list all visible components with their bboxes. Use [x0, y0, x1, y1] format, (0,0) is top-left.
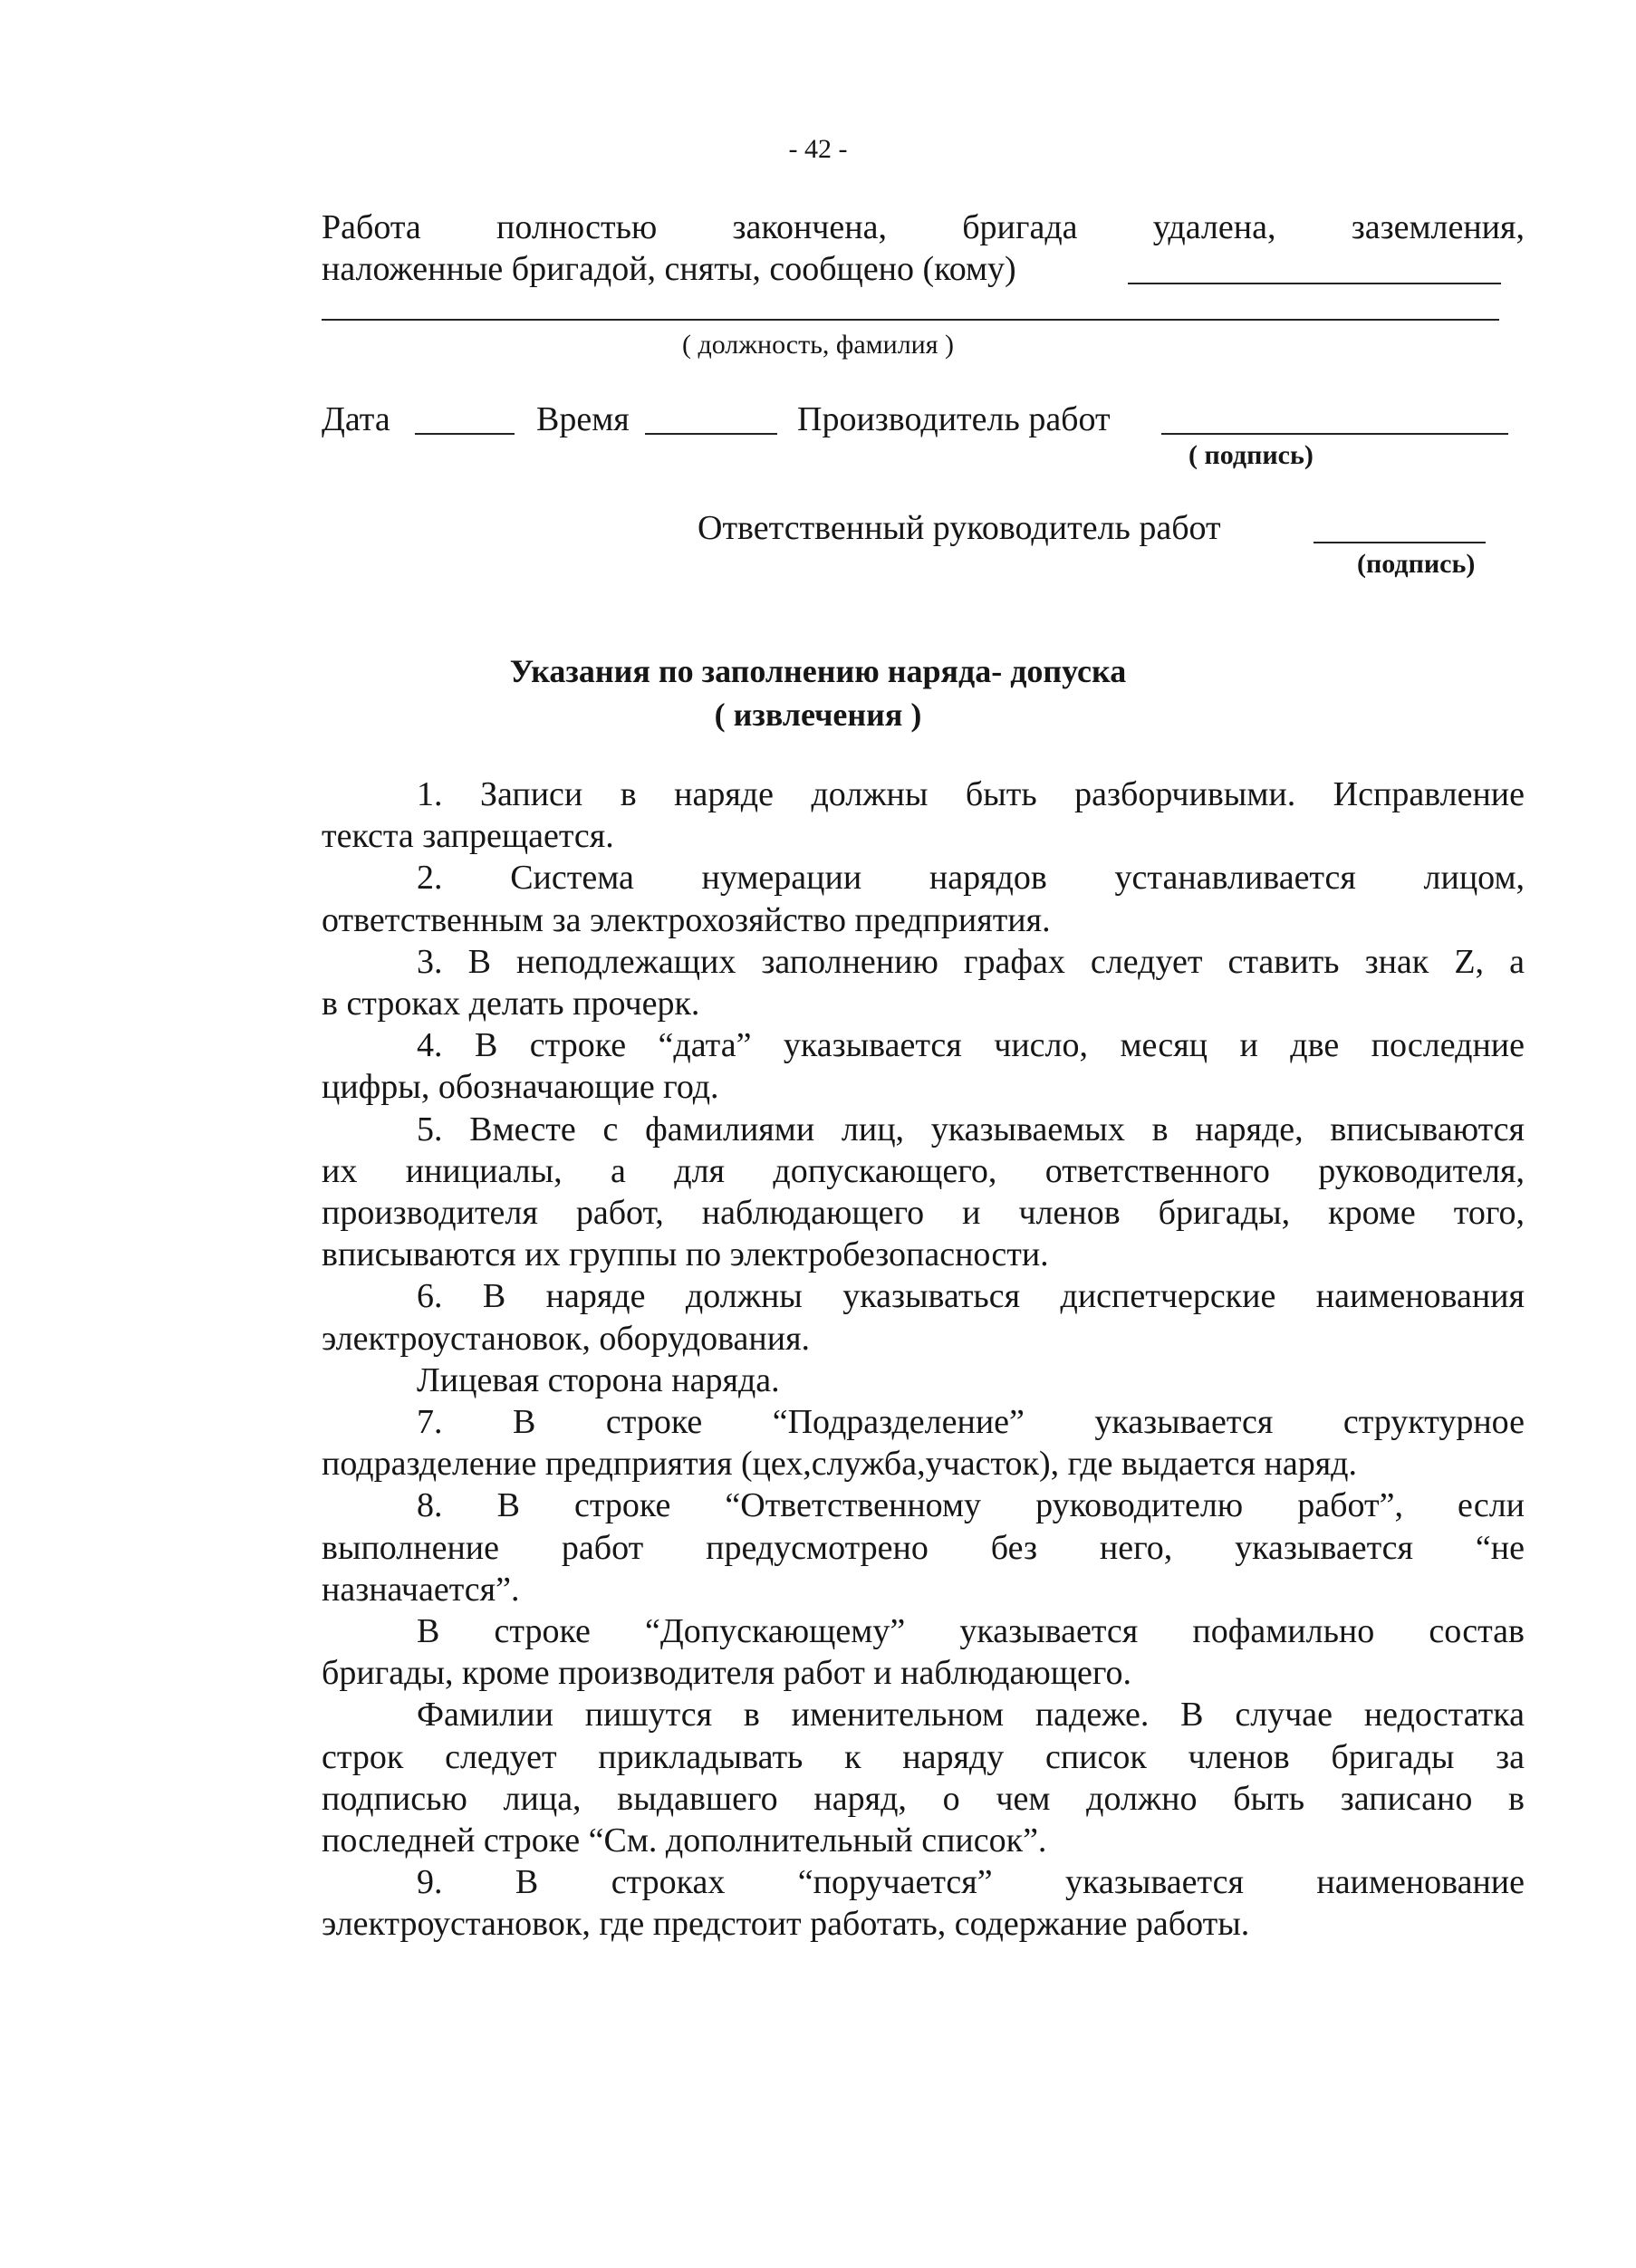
producer-label: Производитель работ [797, 400, 1111, 438]
paragraph-first-line: Лицевая сторона наряда. [417, 1360, 780, 1399]
paragraph-line: электроустановок, оборудования. [322, 1319, 811, 1358]
time-label: Время [536, 400, 630, 438]
page-number: - 42 - [788, 134, 848, 164]
completion-line-2: наложенные бригадой, сняты, сообщено (кому) [322, 250, 1016, 288]
recipient-blank-line-2 [322, 319, 1499, 321]
paragraph-line: вписываются их группы по электробезопасности. [322, 1235, 1049, 1274]
paragraph-first-line: Фамилии пишутся в именительном падеже. В случае недостатка [417, 1696, 1525, 1735]
paragraph-line: текста запрещается. [322, 817, 614, 856]
paragraph-first-line: 3. В неподлежащих заполнению графах следует ставить знак Z, а [417, 942, 1525, 981]
paragraph-line: в строках делать прочерк. [322, 985, 700, 1023]
paragraph-line: последней строке “См. дополнительный список”. [322, 1821, 1047, 1860]
completion-line-1: Работа полностью закончена, бригада удалена, заземления, [322, 208, 1525, 246]
paragraph-first-line: 2. Система нумерации нарядов устанавливается лицом, [417, 859, 1525, 898]
responsible-signature-line [1314, 542, 1486, 543]
caption-position-name: ( должность, фамилия ) [681, 330, 955, 360]
producer-signature-line [1161, 433, 1508, 435]
paragraph-first-line: 9. В строках “поручается” указывается наименование [417, 1863, 1525, 1902]
paragraph-line: электроустановок, где предстоит работать, содержание работы. [322, 1905, 1250, 1944]
time-blank-line [645, 433, 777, 435]
paragraph-line: ответственным за электрохозяйство предприятия. [322, 900, 1051, 939]
responsible-label: Ответственный руководитель работ [698, 509, 1221, 547]
paragraph-line: их инициалы, а для допускающего, ответственного руководителя, [322, 1151, 1525, 1190]
caption-signature: ( подпись) [1189, 440, 1314, 470]
recipient-blank-line [1128, 283, 1501, 284]
paragraph-line: строк следует прикладывать к наряду список членов бригады за [322, 1737, 1525, 1776]
paragraph-first-line: 8. В строке “Ответственному руководителю работ”, если [417, 1486, 1525, 1525]
section-title: Указания по заполнению наряда- допуска [509, 653, 1127, 689]
paragraph-line: производителя работ, наблюдающего и членов бригады, кроме того, [322, 1194, 1525, 1232]
date-label: Дата [322, 400, 390, 438]
caption-signature-2: (подпись) [1357, 549, 1476, 579]
paragraph-line: подписью лица, выдавшего наряд, о чем должно быть записано в [322, 1779, 1525, 1818]
paragraph-line: выполнение работ предусмотрено без него, указывается “не [322, 1528, 1525, 1567]
paragraph-line: подразделение предприятия (цех,служба,участок), где выдается наряд. [322, 1445, 1358, 1484]
paragraph-line: бригады, кроме производителя работ и наблюдающего. [322, 1654, 1132, 1693]
paragraph-first-line: 4. В строке “дата” указывается число, месяц и две последние [417, 1026, 1525, 1065]
date-blank-line [415, 433, 515, 435]
section-subtitle: ( извлечения ) [714, 697, 922, 733]
paragraph-first-line: 7. В строке “Подразделение” указывается структурное [417, 1403, 1525, 1441]
paragraph-line: цифры, обозначающие год. [322, 1068, 719, 1107]
paragraph-first-line: 6. В наряде должны указываться диспетчерские наименования [417, 1277, 1525, 1316]
paragraph-first-line: В строке “Допускающему” указывается пофамильно состав [417, 1612, 1525, 1650]
paragraph-line: назначается”. [322, 1570, 520, 1609]
paragraph-first-line: 1. Записи в наряде должны быть разборчивыми. Исправление [417, 775, 1525, 813]
paragraph-first-line: 5. Вместе с фамилиями лиц, указываемых в наряде, вписываются [417, 1110, 1525, 1148]
